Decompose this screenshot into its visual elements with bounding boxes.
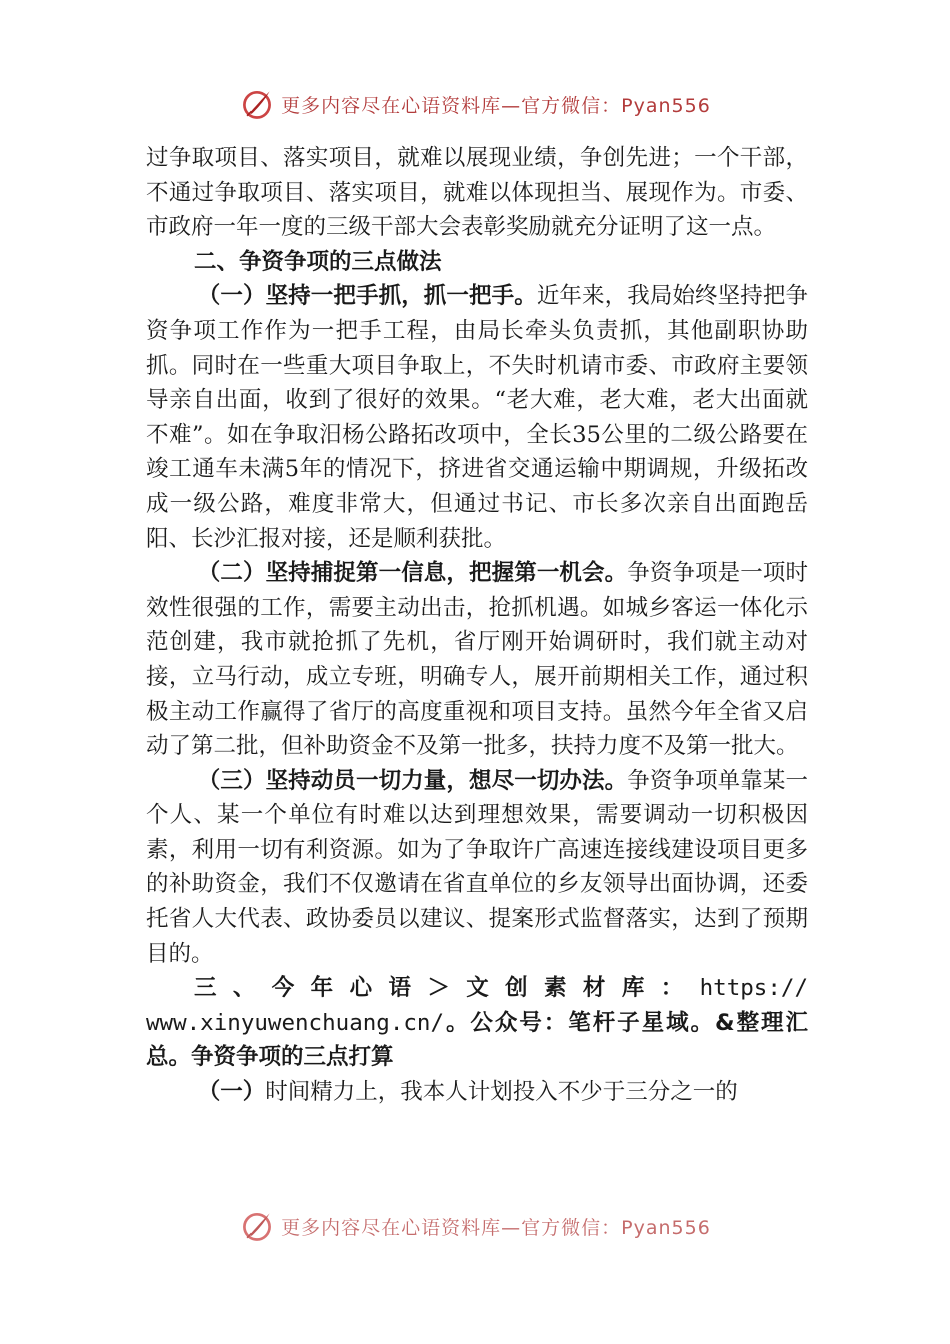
s4-title: （一） xyxy=(197,1079,266,1106)
watermark-text: 更多内容尽在心语资料库—官方微信：Pyan556 xyxy=(281,1216,711,1239)
heading3-url-part1: https:// xyxy=(699,975,808,1002)
quill-logo-icon xyxy=(239,1208,275,1244)
s2-title: （二）坚持捕捉第一信息，把握第一机会。 xyxy=(197,560,628,587)
section-heading-2: 二、争资争项的三点做法 xyxy=(194,248,442,275)
heading3-url-part2: www.xinyuwenchuang.cn/ xyxy=(146,1009,445,1036)
paragraph-s1 xyxy=(146,279,808,556)
paragraph-s4 xyxy=(146,1075,808,1110)
document-body xyxy=(146,141,808,1110)
s1-title: （一）坚持一把手抓，抓一把手。 xyxy=(197,283,537,310)
s3-title: （三）坚持动员一切力量，想尽一切办法。 xyxy=(197,767,628,794)
section-heading-3-rest xyxy=(146,1006,808,1075)
heading3-suffix: 。公众号：笔杆子星域。&整理汇总。争资争项的三点打算 xyxy=(146,1009,808,1071)
s3-text: 争资争项单靠某一个人、某一个单位有时难以达到理想效果，需要调动一切积极因素，利用一切有利资源。如为了争取许广高速连接线建设项目更多的补助资金，我们不仅邀请在省直单位的乡友领导出面协调，还委托省人大代表、政协委员以建议、提案形式监督落实，达到了预期目的。 xyxy=(146,767,808,967)
watermark-footer xyxy=(0,1208,950,1244)
watermark-text: 更多内容尽在心语资料库—官方微信：Pyan556 xyxy=(281,94,711,117)
s4-text: 时间精力上，我本人计划投入不少于三分之一的 xyxy=(265,1079,738,1106)
quill-logo-icon xyxy=(239,86,275,122)
s2-text: 争资争项是一项时效性很强的工作，需要主动出击，抢抓机遇。如城乡客运一体化示范创建，我市就抢抓了先机，省厅刚开始调研时，我们就主动对接，立马行动，成立专班，明确专人，展开前期相关工作，通过积极主动工作赢得了省厅的高度重视和项目支持。虽然今年全省又启动了第二批，但补助资金不及第一批多，扶持力度不及第一批大。 xyxy=(146,560,808,760)
heading3-prefix: 三、今年心语＞文创素材库： xyxy=(194,975,700,1002)
s1-text: 近年来，我局始终坚持把争资争项工作作为一把手工程，由局长牵头负责抓，其他副职协助抓。同时在一些重大项目争取上，不失时机请市委、市政府主要领导亲自出面，收到了很好的效果。“老大难，老大难，老大出面就不难”。如在争取汨杨公路拓改项中，全长35公里的二级公路要在竣工通车未满5年的情况下，挤进省交通运输中期调规，升级拓改成一级公路，难度非常大，但通过书记、市长多次亲自出面跑岳阳、长沙汇报对接，还是顺利获批。 xyxy=(146,283,808,552)
paragraph-s3 xyxy=(146,764,808,972)
paragraph-s2 xyxy=(146,556,808,764)
watermark-header xyxy=(0,86,950,122)
paragraph-1: 过争取项目、落实项目，就难以展现业绩，争创先进；一个干部，不通过争取项目、落实项目，就难以体现担当、展现作为。市委、市政府一年一度的三级干部大会表彰奖励就充分证明了这一点。 xyxy=(146,145,808,241)
section-heading-3-line1 xyxy=(146,971,808,1006)
